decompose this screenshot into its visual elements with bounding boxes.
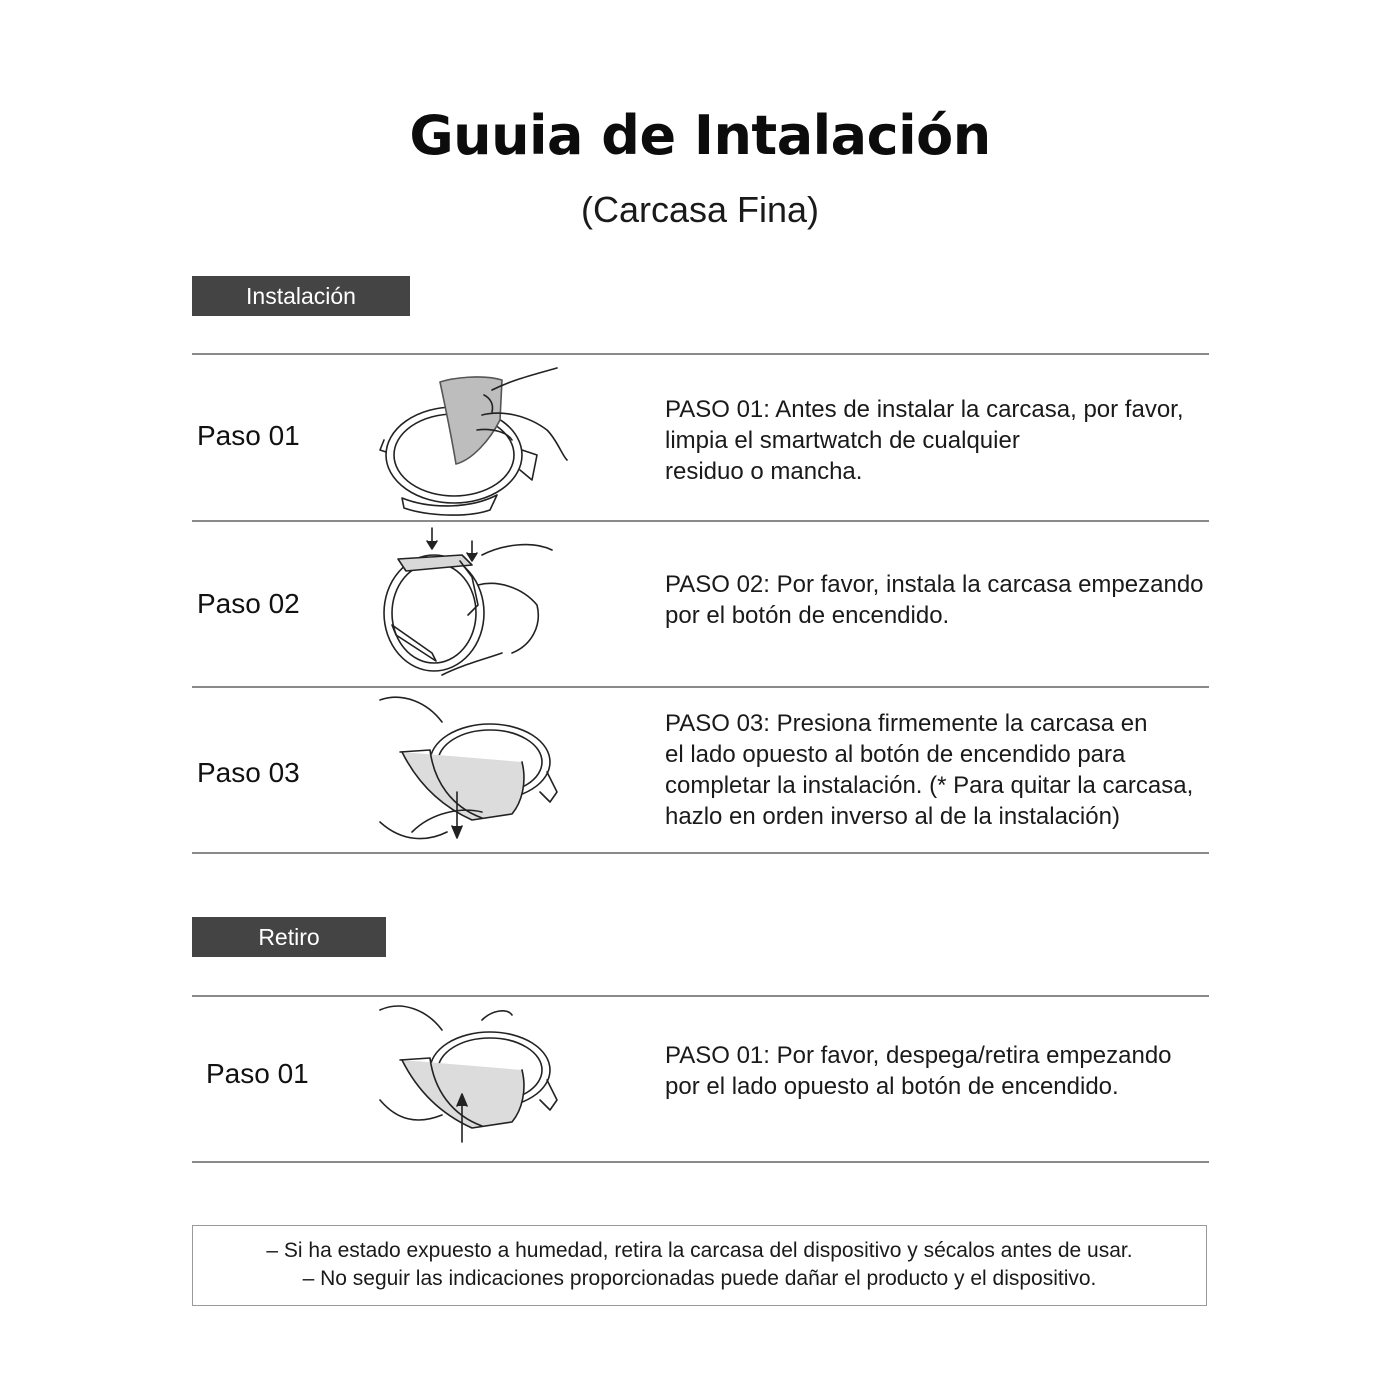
divider (192, 353, 1209, 355)
page-subtitle: (Carcasa Fina) (580, 189, 820, 230)
removal-step-1-text: PASO 01: Por favor, despega/retira empezando por el lado opuesto al botón de encendido. (665, 1042, 1172, 1100)
installation-step-3-label: Paso 03 (197, 757, 300, 788)
divider (192, 1161, 1209, 1163)
divider (192, 686, 1209, 688)
divider (192, 852, 1209, 854)
notes-box (192, 1225, 1207, 1306)
installation-step-1-label: Paso 01 (197, 420, 300, 451)
section-label-removal: Retiro (192, 917, 386, 957)
note-line: – Si ha estado expuesto a humedad, retira la carcasa del dispositivo y sécalos antes de usar. (266, 1239, 1133, 1262)
note-line: – No seguir las indicaciones proporcionadas puede dañar el producto y el dispositivo. (302, 1267, 1097, 1290)
divider (192, 520, 1209, 522)
attach-case-illustration (372, 525, 572, 685)
removal-step-1-label: Paso 01 (206, 1058, 309, 1089)
installation-step-3-text: PASO 03: Presiona firmemente la carcasa en el lado opuesto al botón de encendido para completar la instalación. (* Para quitar la carcasa, hazlo en orden inverso al de la instalación) (665, 710, 1194, 830)
divider (192, 995, 1209, 997)
section-label-installation: Instalación (192, 276, 410, 316)
installation-step-1-text: PASO 01: Antes de instalar la carcasa, por favor, limpia el smartwatch de cualquier residuo o mancha. (665, 396, 1184, 485)
installation-step-2-text: PASO 02: Por favor, instala la carcasa empezando por el botón de encendido. (665, 571, 1204, 629)
wipe-watch-illustration (372, 360, 572, 520)
remove-case-illustration (372, 1000, 572, 1160)
page-title: Guuia de Intalación (409, 104, 991, 167)
installation-step-2-label: Paso 02 (197, 588, 300, 619)
press-case-illustration (372, 692, 572, 852)
